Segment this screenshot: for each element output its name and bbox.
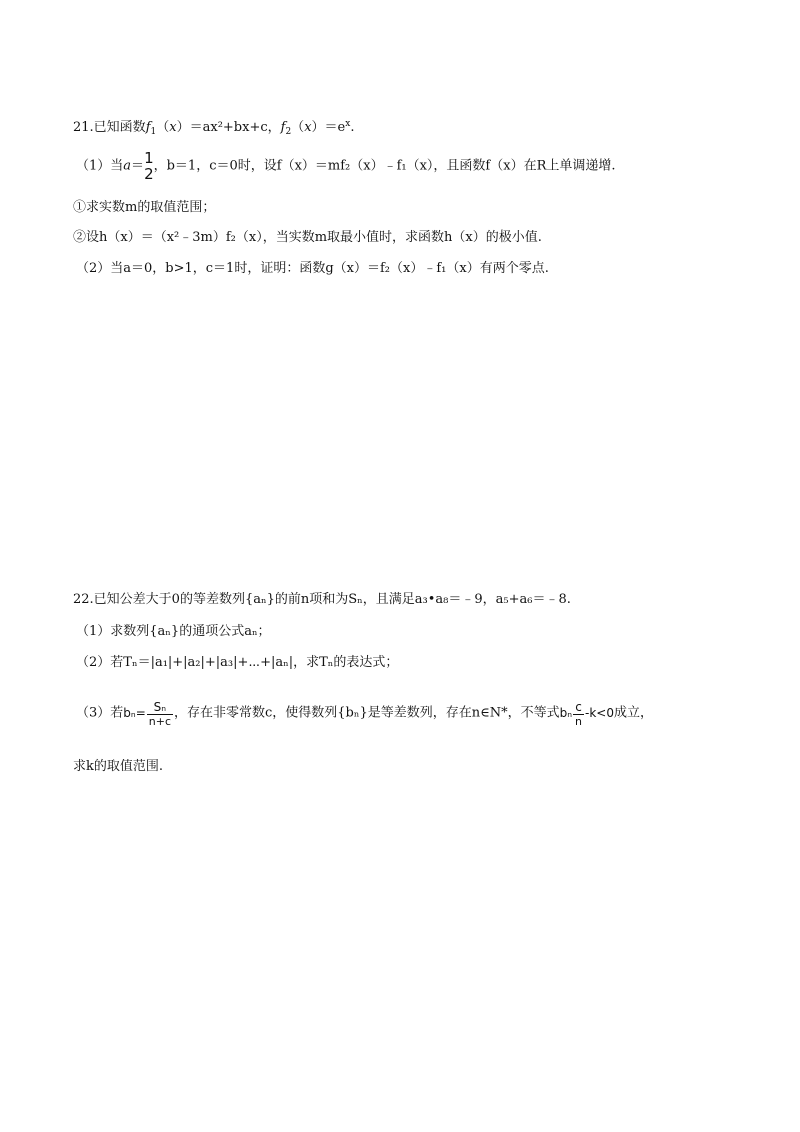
q22-part2: （2）若Tₙ＝|a₁|+|a₂|+|a₃|+⋯+|aₙ|，求Tₙ的表达式； xyxy=(76,655,399,670)
ineq-bn: bₙ xyxy=(559,706,573,720)
q22-heading: 22.已知公差大于0的等差数列{aₙ}的前n项和为Sₙ，且满足a₃•a₈＝﹣9，a₅+a₆＝﹣8. xyxy=(73,592,571,607)
q21-part2: （2）当a＝0，b>1，c＝1时，证明：函数g（x）＝f₂（x）﹣f₁（x）有两个零点. xyxy=(76,261,549,276)
half-den: 2 xyxy=(144,165,154,183)
q21-f1-def: ＝ax²+bx+c， xyxy=(189,120,281,135)
sn-numerator: Sₙ xyxy=(147,700,173,715)
half-fraction xyxy=(144,150,154,182)
c-numerator: c xyxy=(573,700,584,715)
inequality-formula xyxy=(560,698,614,728)
q22-p3-start: （3）若 xyxy=(76,705,124,721)
sn-denominator: n+c xyxy=(148,714,171,728)
q22-p3-mid: ，存在非零常数c，使得数列{bₙ}是等差数列，存在n∈N*，不等式 xyxy=(174,705,560,721)
q21-head: 21.已知函数 xyxy=(73,120,146,135)
q21-part1: （1）当a＝ 1 2 ，b＝1，c＝0时，设f（x）＝mf₂（x）﹣f₁（x），且函数f（x）在R上单调递增. xyxy=(76,149,616,183)
q21-exponent: x xyxy=(345,119,351,129)
q21-end: . xyxy=(350,120,355,135)
ineq-rest: -k<0 xyxy=(585,706,614,720)
q21-p1-start: （1）当 xyxy=(76,158,124,174)
sn-fraction xyxy=(147,700,173,728)
c-over-n-fraction xyxy=(573,700,584,728)
q21-f2-def: ＝e xyxy=(324,120,346,135)
equals-sign: = xyxy=(135,706,146,720)
n-denominator: n xyxy=(575,714,583,728)
bn-symbol: bₙ xyxy=(123,706,136,720)
half-num: 1 xyxy=(144,149,154,167)
q21-heading: 21.已知函数$f_1(x)=ax^2+bx+c$，$f_2(x)=e^x$. xyxy=(73,119,355,137)
q22-p3-end: 成立， xyxy=(614,705,654,721)
q21-p1-text: ，b＝1，c＝0时，设f（x）＝mf₂（x）﹣f₁（x），且函数f（x）在R上单调递增. xyxy=(153,158,616,174)
q22-part3 xyxy=(76,698,653,729)
q21-sub1: ①求实数m的取值范围； xyxy=(73,200,216,215)
q21-sub2: ②设h（x）＝（x²﹣3m）f₂（x），当实数m取最小值时，求函数h（x）的极小值. xyxy=(73,230,542,245)
q22-part3-tail: 求k的取值范围. xyxy=(73,759,164,774)
q22-part1: （1）求数列{aₙ}的通项公式aₙ； xyxy=(76,624,271,639)
bn-formula xyxy=(123,698,174,728)
